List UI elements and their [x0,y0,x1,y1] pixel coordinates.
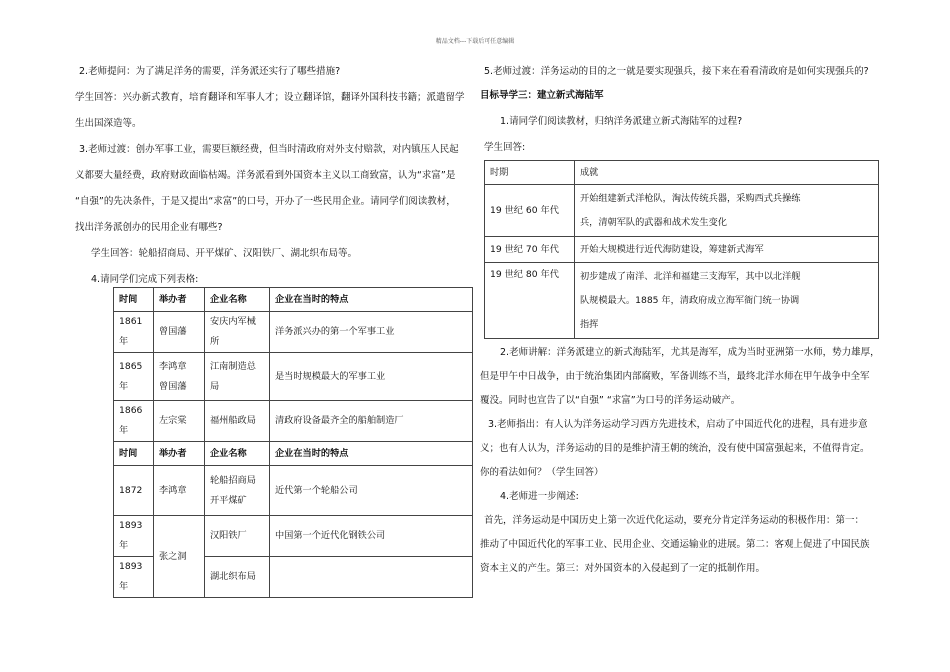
explain-2-line3: 覆没。同时也宣告了以“自强” “求富”为口号的洋务运动破产。 [480,395,741,406]
explain-2-line1: 2.老师讲解：洋务派建立的新式海陆军，尤其是海军，成为当时亚洲第一水师，势力雄厚， [500,347,880,358]
transition-5: 5.老师过渡：洋务运动的目的之一就是要实现强兵，接下来在看看清政府是如何实现强兵的? [484,66,869,77]
cell-feature: 中国第一个近代化钢铁公司 [270,516,473,557]
table-header-row [485,161,879,185]
cell-founder: 李鸿章 曾国藩 [154,353,205,401]
cell-time: 1866 年 [114,401,154,442]
cell-name: 轮船招商局 开平煤矿 [205,466,270,516]
military-table [484,160,879,339]
transition-3-line3: “自强”的先决条件，于是又提出“求富”的口号，开办了一些民用企业。请同学们阅读教材， [75,196,456,207]
cell-time: 1893 年 [114,557,154,598]
point-3-line2: 义；也有人认为，洋务运动的目的是维护清王朝的统治，没有使中国富强起来，不值得肯定。 [480,443,870,454]
summary-line3: 资本主义的产生。第三：对外国资本的入侵起到了一定的抵制作用。 [480,563,766,574]
cell-achievement: 开始组建新式洋枪队，淘汰传统兵器，采购西式兵操练 兵，清朝军队的武器和战术发生变化 [575,185,879,237]
cell-founder: 李鸿章 [154,466,205,516]
answer-2-line1: 学生回答：兴办新式教育，培育翻译和军事人才；设立翻译馆，翻译外国科技书籍；派遣留学 [75,92,465,103]
col-header-period: 时期 [485,161,575,185]
transition-3-line2: 义都要大量经费，政府财政面临枯竭。洋务派看到外国资本主义以工商致富，认为“求富”是 [75,170,456,181]
page-header: 精品文档---下载后可任意编辑 [435,38,515,45]
cell-period: 19 世纪 80 年代 [485,263,575,339]
cell-name: 安庆内军械所 [205,312,270,353]
cell-name: 湖北织布局 [205,557,270,598]
right-column [480,62,880,579]
answer-3: 学生回答：轮船招商局、开平煤矿、汉阳铁厂、湖北织布局等。 [91,248,358,259]
cell-period: 19 世纪 70 年代 [485,237,575,263]
answer-2-line2: 生出国深造等。 [75,118,142,129]
cell-feature [270,557,473,598]
table-row [485,263,879,339]
answer-label: 学生回答: [484,142,526,153]
cell-feature: 洋务派兴办的第一个军事工业 [270,312,473,353]
cell-time: 1865 年 [114,353,154,401]
table-header-row [114,288,473,312]
table-row [485,185,879,237]
point-3-line3: 你的看法如何？（学生回答） [480,467,604,478]
cell-achievement: 开始大规模进行近代海防建设，筹建新式海军 [575,237,879,263]
cell-time: 1872 [114,466,154,516]
cell-feature: 近代第一个轮船公司 [270,466,473,516]
table-row [114,353,473,401]
summary-line2: 推动了中国近代化的军事工业、民用企业、交通运输业的进展。第二：客观上促进了中国民族 [480,539,870,550]
col-header-time: 时间 [114,288,154,312]
question-4: 4.请同学们完成下列表格: [91,274,199,285]
cell-name: 汉阳铁厂 [205,516,270,557]
cell-period: 19 世纪 60 年代 [485,185,575,237]
col-header-founder: 举办者 [154,288,205,312]
transition-3-line1: 3.老师过渡：创办军事工业，需要巨额经费，但当时清政府对外支付赔款，对内镇压人民起 [79,144,459,155]
transition-3-line4: 找出洋务派创办的民用企业有哪些? [75,222,223,233]
cell-founder: 张之洞 [154,516,205,598]
point-3-line1: 3.老师指出：有人认为洋务运动学习西方先进技术，启动了中国近代化的进程，具有进步意 [488,419,868,430]
question-2: 2.老师提问：为了满足洋务的需要，洋务派还实行了哪些措施? [79,66,341,77]
col-header-feature: 企业在当时的特点 [270,442,473,466]
summary-line1: 首先，洋务运动是中国历史上第一次近代化运动，要充分肯定洋务运动的积极作用：第一： [484,515,865,526]
goal-heading: 目标导学三：建立新式海陆军 [480,90,604,101]
cell-feature: 是当时规模最大的军事工业 [270,353,473,401]
cell-achievement: 初步建成了南洋、北洋和福建三支海军，其中以北洋舰 队规模最大。1885 年，清政府成立海军衙门统一协调 指挥 [575,263,879,339]
left-column [75,62,473,592]
cell-name: 江南制造总局 [205,353,270,401]
cell-founder: 左宗棠 [154,401,205,442]
col-header-name: 企业名称 [205,288,270,312]
cell-feature: 清政府设备最齐全的船舶制造厂 [270,401,473,442]
cell-time: 1861 年 [114,312,154,353]
cell-name: 福州船政局 [205,401,270,442]
table-row [114,516,473,557]
col-header-achievement: 成就 [575,161,879,185]
table-row [114,312,473,353]
question-1: 1.请同学们阅读教材，归纳洋务派建立新式海陆军的过程? [500,116,743,127]
table-row [114,401,473,442]
col-header-time: 时间 [114,442,154,466]
table-row [114,466,473,516]
table-row [485,237,879,263]
cell-time: 1893 年 [114,516,154,557]
col-header-founder: 举办者 [154,442,205,466]
elaborate-4: 4.老师进一步阐述: [500,491,579,502]
table-subheader-row [114,442,473,466]
cell-founder: 曾国藩 [154,312,205,353]
col-header-name: 企业名称 [205,442,270,466]
col-header-feature: 企业在当时的特点 [270,288,473,312]
enterprise-table [113,287,473,598]
explain-2-line2: 但是甲午中日战争，由于统治集团内部腐败，军备训练不当，最终北洋水师在甲午战争中全军 [480,371,870,382]
